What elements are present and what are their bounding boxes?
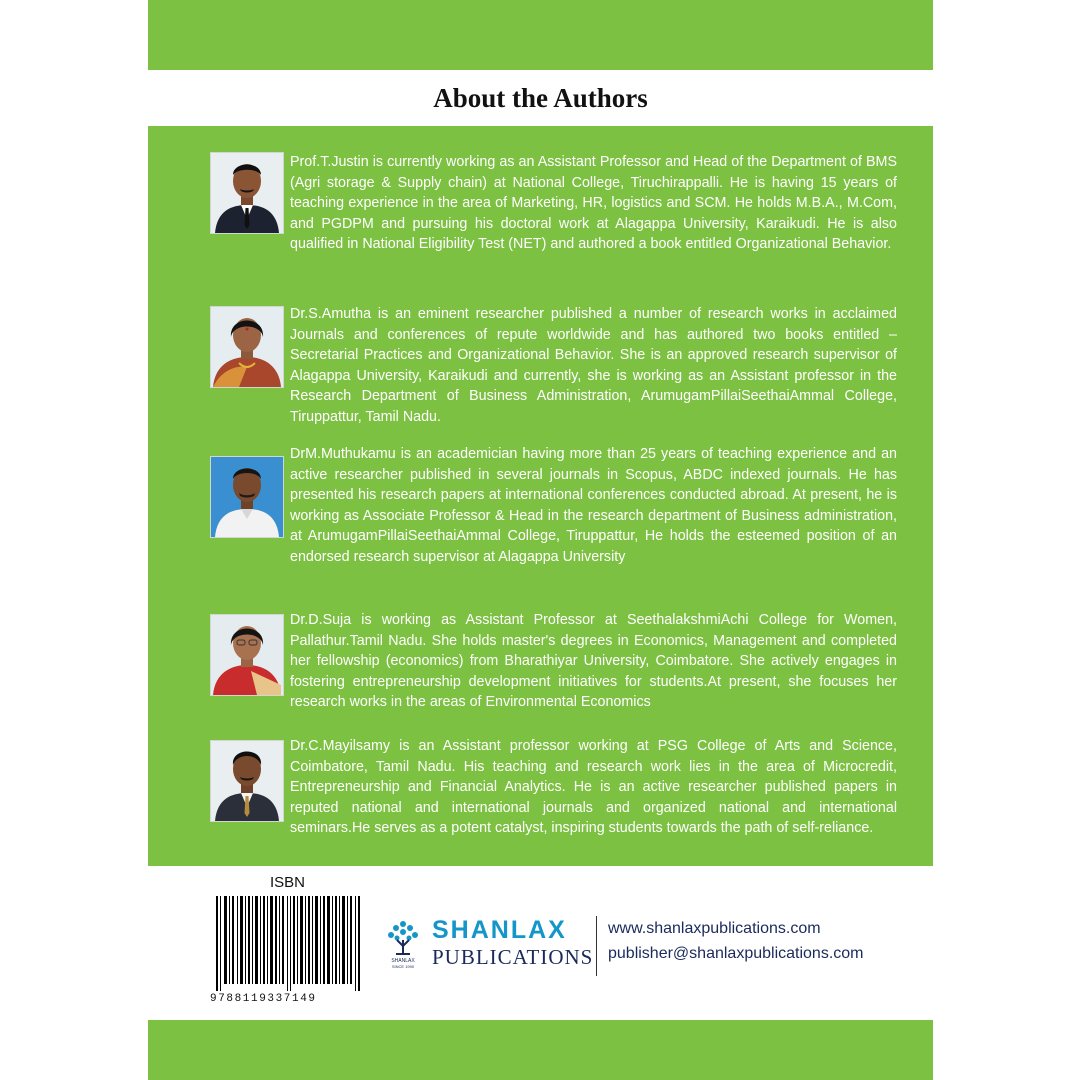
isbn-label: ISBN (270, 874, 306, 891)
bottom-green-band (148, 1020, 933, 1080)
logo-since: SINCE 1990 (391, 964, 415, 969)
author-bio: Prof.T.Justin is currently working as an Assistant Professor and Head of the Department of BMS (Agri storage & Supply chain) at National College, Tiruchirappalli. He is having 15 years of teaching experience in the area of Marketing, HR, logistics and SCM. He holds M.B.A., M.Com, and PGDPM and pursuing his doctoral work at Alagappa University, Karaikudi. He is also qualified in National Eligibility Test (NET) and authored a book entitled Organizational Behavior. (290, 154, 897, 253)
publisher-email[interactable]: publisher@shanlaxpublications.com (608, 945, 864, 962)
author-bio: DrM.Muthukamu is an academician having more than 25 years of teaching experience and an active researcher published in several journals in Scopus, ABDC indexed journals. He has presented his research papers at international conferences conducted abroad. At present, he is working as Associate Professor & Head in the research department of Business administration, at ArumugamPillaiSeethaiAmmal College, Tiruppattur, He holds the esteemed position of an endorsed research supervisor at Alagappa University (290, 446, 897, 565)
author-photo (210, 740, 284, 822)
title-bar (148, 70, 933, 126)
author-bio: Dr.S.Amutha is an eminent researcher published a number of research works in acclaimed Journals and conferences of repute worldwide and has authored two books entitled – Secretarial Practices and Organizational Behavior. She is an approved research supervisor of Alagappa University, Karaikudi and currently, she is working as an Assistant professor in the Research Department of Business Administration, ArumugamPillaiSeethaiAmmal College, Tiruppattur, Tamil Nadu. (290, 306, 897, 425)
publisher-contact (608, 916, 864, 966)
author-entry-mayilsamy (210, 736, 897, 861)
barcode-image (216, 896, 362, 991)
logo-text: SHANLAX (391, 958, 415, 964)
top-green-band (148, 0, 933, 70)
authors-section (148, 126, 933, 866)
publisher-area (148, 866, 933, 1020)
author-photo (210, 152, 284, 234)
isbn-number: 9788119337149 (210, 993, 317, 1005)
publisher-subtitle: PUBLICATIONS (432, 945, 594, 969)
author-photo (210, 306, 284, 388)
author-bio: Dr.C.Mayilsamy is an Assistant professor working at PSG College of Arts and Science, Coimbatore, Tamil Nadu. His teaching and research work lies in the area of Microcredit, Entrepreneurship and Financial Analytics. He is an active researcher published papers in reputed national and international journals and organized national and international seminars.He serves as a potent catalyst, inspiring students towards the path of self-reliance. (290, 738, 897, 837)
publisher-website[interactable]: www.shanlaxpublications.com (608, 920, 821, 937)
divider (596, 916, 597, 976)
publisher-brand (432, 916, 593, 970)
author-entry-amutha (210, 304, 897, 429)
author-entry-suja (210, 610, 897, 715)
author-photo (210, 456, 284, 538)
author-bio: Dr.D.Suja is working as Assistant Professor at SeethalakshmiAchi College for Women, Pallathur.Tamil Nadu. She holds master's degrees in Economics, Management and completed her fellowship (economics) from Bharathiyar University, Coimbatore. She actively engages in fostering entrepreneurship development initiatives for students.At present, she focuses her research works in the areas of Environmental Economics (290, 612, 897, 711)
author-photo (210, 614, 284, 696)
author-entry-justin (210, 152, 897, 277)
author-entry-muthukamu (210, 444, 897, 589)
tree-logo-icon (384, 916, 422, 970)
publisher-name: SHANLAX (432, 916, 567, 944)
back-cover (148, 0, 933, 1080)
page-title: About the Authors (433, 83, 648, 113)
